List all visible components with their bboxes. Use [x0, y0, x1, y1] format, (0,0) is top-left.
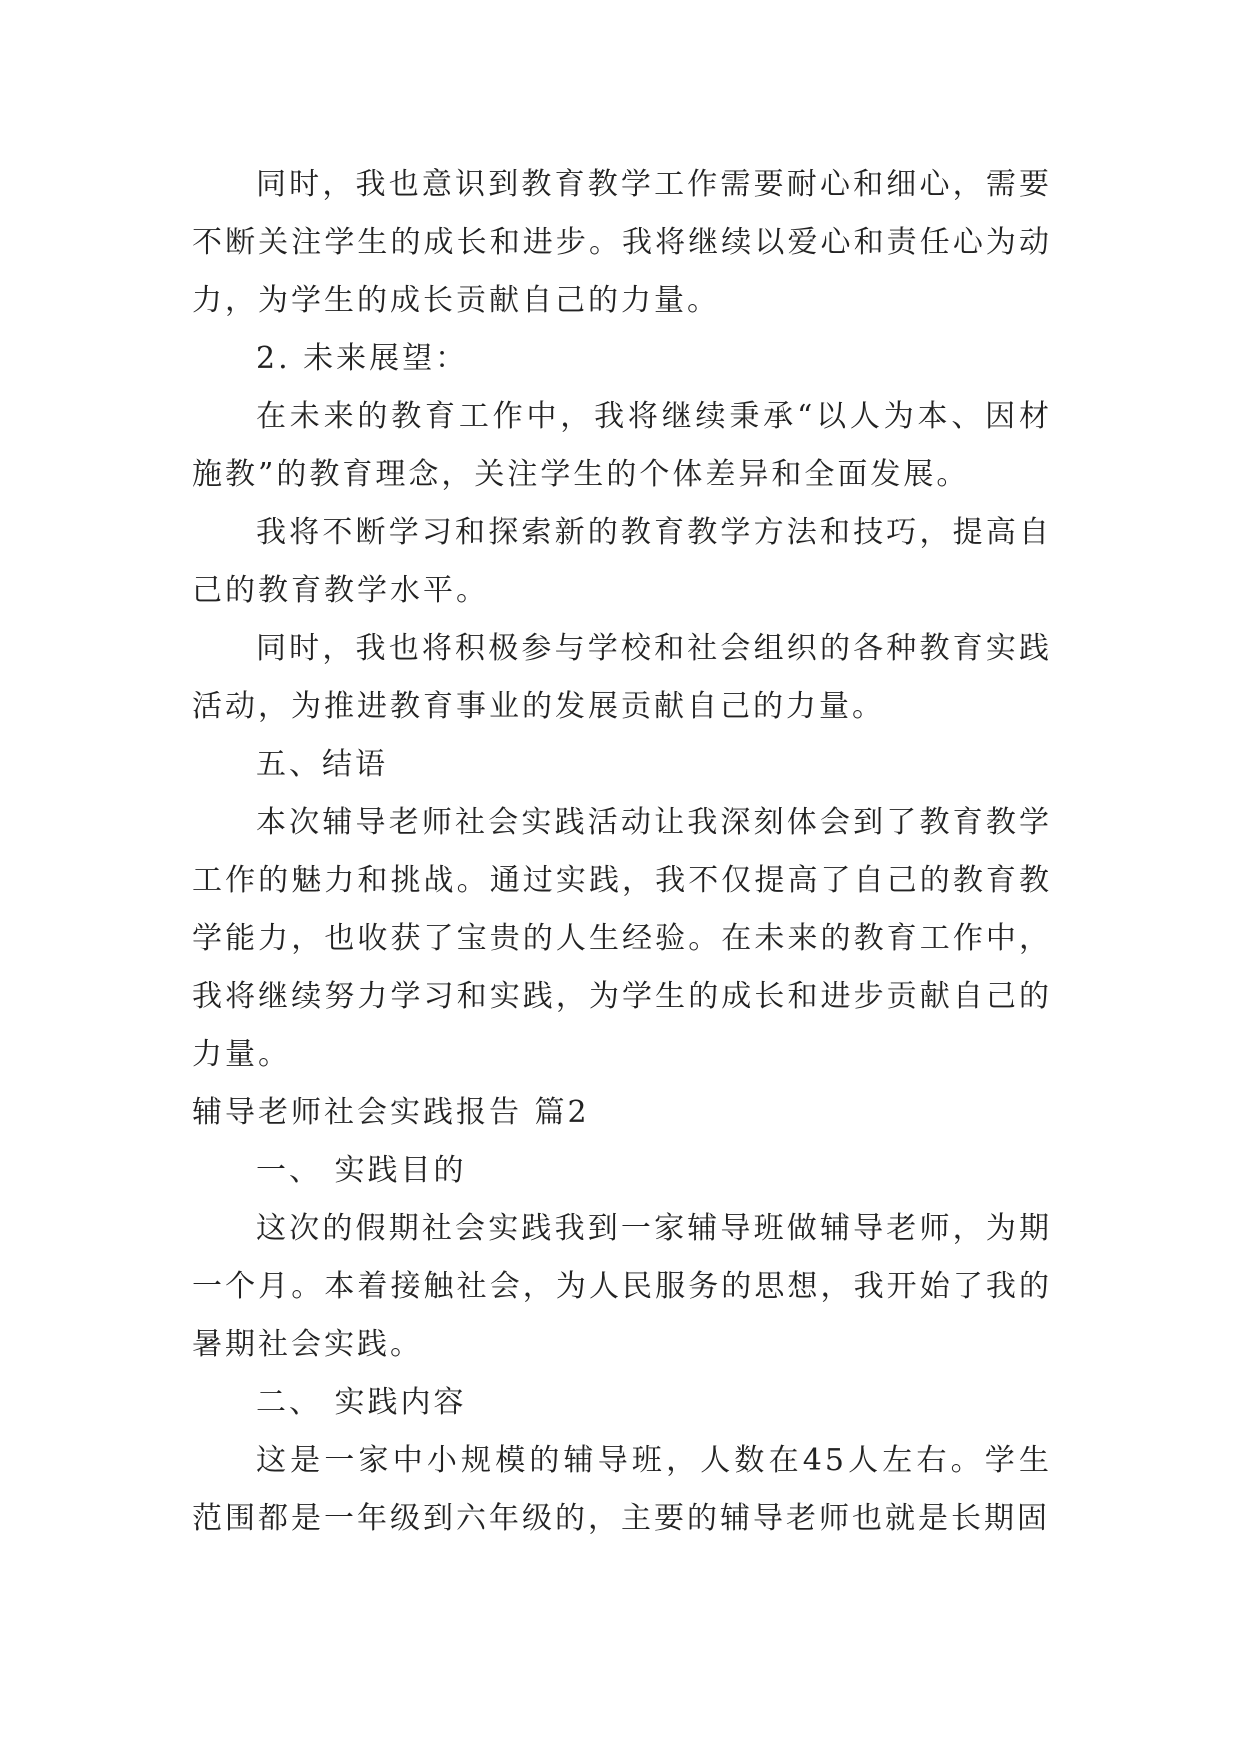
paragraph-practice-activities: 同时，我也将积极参与学校和社会组织的各种教育实践活动，为推进教育事业的发展贡献自己的力量。 [192, 631, 1052, 724]
report-title-part-2: 辅导老师社会实践报告 篇2 [192, 1095, 590, 1130]
paragraph-conclusion: 本次辅导老师社会实践活动让我深刻体会到了教育教学工作的魅力和挑战。通过实践，我不仅提高了自己的教育教学能力，也收获了宝贵的人生经验。在未来的教育工作中，我将继续努力学习和实践，为学生的成长和进步贡献自己的力量。 [192, 805, 1052, 1072]
paragraph-content: 这是一家中小规模的辅导班，人数在45人左右。学生范围都是一年级到六年级的，主要的辅导老师也就是长期固 [192, 1443, 1052, 1536]
section-heading-content: 二、 实践内容 [256, 1385, 467, 1420]
paragraph-continuous-learning: 我将不断学习和探索新的教育教学方法和技巧，提高自己的教育教学水平。 [192, 515, 1052, 608]
section-heading-purpose: 一、 实践目的 [256, 1153, 467, 1188]
paragraph-purpose: 这次的假期社会实践我到一家辅导班做辅导老师，为期一个月。本着接触社会，为人民服务的思想，我开始了我的暑期社会实践。 [192, 1211, 1052, 1362]
paragraph-education-philosophy: 在未来的教育工作中，我将继续秉承“以人为本、因材施教”的教育理念，关注学生的个体差异和全面发展。 [192, 399, 1052, 492]
subheading-future-outlook: 2. 未来展望： [256, 341, 469, 376]
document-body [192, 156, 1052, 1548]
section-heading-conclusion: 五、结语 [256, 747, 388, 782]
paragraph-reflection: 同时，我也意识到教育教学工作需要耐心和细心，需要不断关注学生的成长和进步。我将继续以爱心和责任心为动力，为学生的成长贡献自己的力量。 [192, 167, 1052, 318]
